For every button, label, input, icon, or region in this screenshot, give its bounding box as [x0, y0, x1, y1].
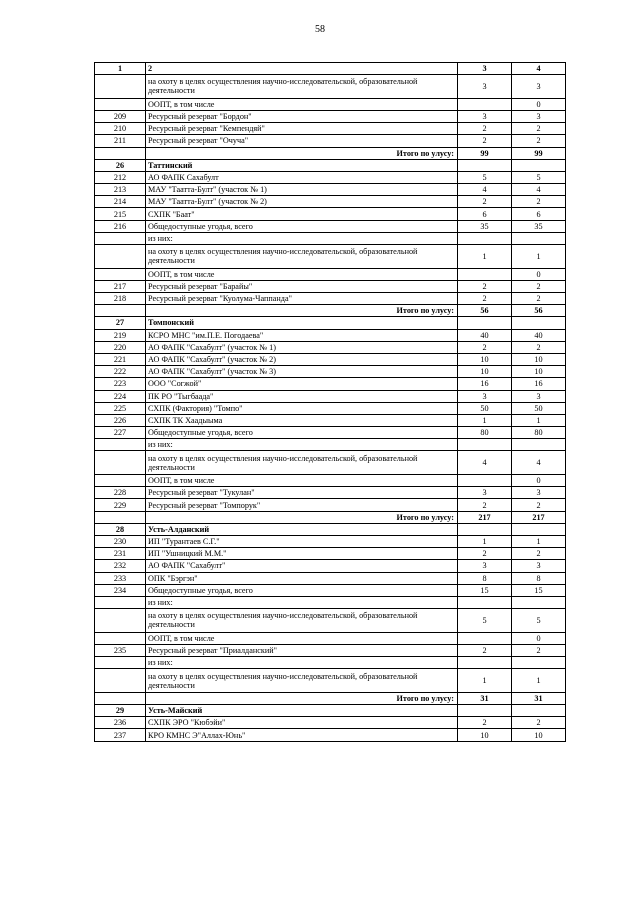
cell-c1: 228: [95, 487, 146, 499]
cell-c2: на охоту в целях осуществления научно-исследовательской, образовательной деятельности: [146, 669, 458, 693]
cell-c3: 10: [458, 366, 512, 378]
cell-c4: [512, 523, 566, 535]
cell-c1: 28: [95, 523, 146, 535]
cell-c3: [458, 98, 512, 110]
cell-c2: на охоту в целях осуществления научно-исследовательской, образовательной деятельности: [146, 609, 458, 633]
cell-c3: 35: [458, 220, 512, 232]
cell-c3: 80: [458, 427, 512, 439]
cell-c4: 56: [512, 305, 566, 317]
table-row: [95, 402, 566, 414]
cell-c2: ИП "Турантаев С.Г.": [146, 535, 458, 547]
cell-c2: АО ФАПК "Сахабулт" (участок № 2): [146, 353, 458, 365]
cell-c2: КСРО МНС "им.П.Е. Погодаева": [146, 329, 458, 341]
cell-c3: 4: [458, 451, 512, 475]
cell-c4: [512, 439, 566, 451]
cell-c1: 227: [95, 427, 146, 439]
table-row: [95, 584, 566, 596]
cell-c3: 6: [458, 208, 512, 220]
cell-c4: 3: [512, 487, 566, 499]
table-row: [95, 560, 566, 572]
cell-c3: [458, 268, 512, 280]
cell-c3: 1: [458, 535, 512, 547]
cell-c4: 2: [512, 123, 566, 135]
cell-c4: 0: [512, 632, 566, 644]
cell-c1: [95, 596, 146, 608]
cell-c3: 2: [458, 717, 512, 729]
cell-c1: 211: [95, 135, 146, 147]
cell-c1: 26: [95, 159, 146, 171]
table-row: [95, 657, 566, 669]
total-row: [95, 305, 566, 317]
cell-c4: [512, 657, 566, 669]
cell-c4: 1: [512, 535, 566, 547]
cell-c1: [95, 147, 146, 159]
cell-c3: 3: [458, 75, 512, 99]
cell-c3: 16: [458, 378, 512, 390]
cell-c3: 50: [458, 402, 512, 414]
table-row: [95, 98, 566, 110]
cell-c3: 5: [458, 171, 512, 183]
cell-c2: АО ФАПК "Сахабулт" (участок № 1): [146, 341, 458, 353]
cell-c2: КРО КМНС Э"Аллах-Юнь": [146, 729, 458, 741]
table-row: [95, 596, 566, 608]
cell-c4: 2: [512, 717, 566, 729]
table-row: [95, 366, 566, 378]
cell-c4: 2: [512, 196, 566, 208]
table-row: [95, 293, 566, 305]
table-row: [95, 329, 566, 341]
cell-c4: 2: [512, 644, 566, 656]
table-row: [95, 184, 566, 196]
cell-c1: [95, 439, 146, 451]
cell-c3: 2: [458, 341, 512, 353]
cell-c4: 10: [512, 729, 566, 741]
cell-c2: Томпонский: [146, 317, 458, 329]
cell-c4: 217: [512, 511, 566, 523]
cell-c4: [512, 596, 566, 608]
cell-c1: [95, 75, 146, 99]
cell-c2: МАУ "Таатта-Булт" (участок № 1): [146, 184, 458, 196]
cell-c1: 234: [95, 584, 146, 596]
cell-c4: 2: [512, 135, 566, 147]
total-row: [95, 511, 566, 523]
cell-c2: Ресурсный резерват "Томпорук": [146, 499, 458, 511]
cell-c3: [458, 475, 512, 487]
cell-c4: 5: [512, 609, 566, 633]
cell-c2: Ресурсный резерват "Приалданский": [146, 644, 458, 656]
cell-c3: 8: [458, 572, 512, 584]
cell-c3: 2: [458, 548, 512, 560]
cell-c3: 2: [458, 123, 512, 135]
cell-c3: [458, 439, 512, 451]
cell-c3: 31: [458, 692, 512, 704]
cell-c4: 4: [512, 451, 566, 475]
cell-c1: 224: [95, 390, 146, 402]
cell-c1: [95, 305, 146, 317]
cell-c4: [512, 317, 566, 329]
total-row: [95, 692, 566, 704]
cell-c4: 2: [512, 341, 566, 353]
ulus-heading-row: [95, 705, 566, 717]
cell-c3: 2: [458, 280, 512, 292]
cell-c4: 3: [512, 560, 566, 572]
cell-c2: ПК РО "Тыгбаада": [146, 390, 458, 402]
cell-c3: 217: [458, 511, 512, 523]
cell-c4: [512, 159, 566, 171]
table-row: [95, 729, 566, 741]
cell-c1: [95, 657, 146, 669]
cell-c1: 215: [95, 208, 146, 220]
cell-c1: 232: [95, 560, 146, 572]
table-row: [95, 75, 566, 99]
cell-c4: 1: [512, 669, 566, 693]
cell-c2: ООПТ, в том числе: [146, 632, 458, 644]
cell-c2: СХПК "Баат": [146, 208, 458, 220]
table-row: [95, 717, 566, 729]
cell-c4: 4: [512, 184, 566, 196]
cell-c3: 99: [458, 147, 512, 159]
table-row: [95, 427, 566, 439]
cell-c1: 213: [95, 184, 146, 196]
cell-c1: 220: [95, 341, 146, 353]
cell-c2: Усть-Алданский: [146, 523, 458, 535]
header-col-3: 3: [458, 63, 512, 75]
cell-c2: Ресурсный резерват "Барайы": [146, 280, 458, 292]
table-row: [95, 232, 566, 244]
table-row: [95, 414, 566, 426]
cell-c4: 3: [512, 75, 566, 99]
cell-c4: 16: [512, 378, 566, 390]
cell-c3: 3: [458, 487, 512, 499]
cell-c2: из них:: [146, 439, 458, 451]
cell-c4: 0: [512, 475, 566, 487]
cell-c3: 40: [458, 329, 512, 341]
table-row: [95, 135, 566, 147]
cell-c1: [95, 245, 146, 269]
cell-c4: 31: [512, 692, 566, 704]
cell-c1: [95, 451, 146, 475]
table-row: [95, 341, 566, 353]
cell-c2: АО ФАПК Сахабулт: [146, 171, 458, 183]
cell-c2: Итого по улусу:: [146, 692, 458, 704]
table-row: [95, 171, 566, 183]
table-row: [95, 196, 566, 208]
cell-c2: Ресурсный резерват "Тукулан": [146, 487, 458, 499]
cell-c3: 5: [458, 609, 512, 633]
cell-c1: [95, 609, 146, 633]
cell-c2: СХПК ЭРО "Кюбэйи": [146, 717, 458, 729]
cell-c4: 2: [512, 293, 566, 305]
cell-c4: 6: [512, 208, 566, 220]
table-header-row: [95, 63, 566, 75]
cell-c1: 236: [95, 717, 146, 729]
cell-c1: 223: [95, 378, 146, 390]
cell-c3: 2: [458, 135, 512, 147]
cell-c2: ООО "Согжой": [146, 378, 458, 390]
cell-c1: 216: [95, 220, 146, 232]
cell-c4: 10: [512, 353, 566, 365]
table-row: [95, 669, 566, 693]
table-row: [95, 439, 566, 451]
cell-c1: 233: [95, 572, 146, 584]
header-col-1: 1: [95, 63, 146, 75]
cell-c2: АО ФАПК "Сахабулт": [146, 560, 458, 572]
cell-c2: Общедоступные угодья, всего: [146, 584, 458, 596]
cell-c4: 0: [512, 268, 566, 280]
cell-c1: 231: [95, 548, 146, 560]
table-row: [95, 390, 566, 402]
cell-c4: 40: [512, 329, 566, 341]
cell-c1: 229: [95, 499, 146, 511]
cell-c2: Общедоступные угодья, всего: [146, 427, 458, 439]
table-row: [95, 220, 566, 232]
cell-c4: 1: [512, 414, 566, 426]
cell-c4: 0: [512, 98, 566, 110]
cell-c4: 3: [512, 110, 566, 122]
cell-c1: [95, 232, 146, 244]
cell-c4: 3: [512, 390, 566, 402]
cell-c1: [95, 98, 146, 110]
cell-c2: на охоту в целях осуществления научно-исследовательской, образовательной деятельности: [146, 451, 458, 475]
cell-c1: 217: [95, 280, 146, 292]
cell-c3: 15: [458, 584, 512, 596]
cell-c1: [95, 632, 146, 644]
cell-c2: ИП "Ушницкий М.М.": [146, 548, 458, 560]
cell-c4: [512, 705, 566, 717]
table-row: [95, 475, 566, 487]
table-row: [95, 487, 566, 499]
cell-c3: [458, 705, 512, 717]
ulus-heading-row: [95, 523, 566, 535]
cell-c1: 226: [95, 414, 146, 426]
cell-c3: 2: [458, 499, 512, 511]
cell-c3: 3: [458, 560, 512, 572]
cell-c1: [95, 692, 146, 704]
cell-c1: 237: [95, 729, 146, 741]
page-number: 58: [315, 24, 325, 35]
cell-c1: 29: [95, 705, 146, 717]
cell-c1: 212: [95, 171, 146, 183]
cell-c2: Ресурсный резерват "Бордон": [146, 110, 458, 122]
cell-c1: [95, 511, 146, 523]
table-row: [95, 245, 566, 269]
cell-c3: [458, 159, 512, 171]
table-row: [95, 353, 566, 365]
cell-c2: Итого по улусу:: [146, 511, 458, 523]
cell-c1: 225: [95, 402, 146, 414]
cell-c4: [512, 232, 566, 244]
cell-c1: [95, 268, 146, 280]
cell-c3: 10: [458, 729, 512, 741]
cell-c3: 10: [458, 353, 512, 365]
cell-c2: Общедоступные угодья, всего: [146, 220, 458, 232]
cell-c3: 56: [458, 305, 512, 317]
cell-c3: 1: [458, 414, 512, 426]
table-row: [95, 609, 566, 633]
table-row: [95, 280, 566, 292]
table-row: [95, 548, 566, 560]
cell-c2: на охоту в целях осуществления научно-исследовательской, образовательной деятельности: [146, 245, 458, 269]
cell-c3: 2: [458, 196, 512, 208]
cell-c3: [458, 317, 512, 329]
cell-c2: Таттинский: [146, 159, 458, 171]
cell-c1: 219: [95, 329, 146, 341]
cell-c3: [458, 657, 512, 669]
cell-c3: 2: [458, 293, 512, 305]
cell-c3: [458, 523, 512, 535]
cell-c2: из них:: [146, 657, 458, 669]
total-row: [95, 147, 566, 159]
cell-c2: Ресурсный резерват "Кемпендяй": [146, 123, 458, 135]
cell-c4: 10: [512, 366, 566, 378]
cell-c2: СХПК (Фактория) "Томпо": [146, 402, 458, 414]
cell-c4: 80: [512, 427, 566, 439]
cell-c3: 1: [458, 669, 512, 693]
cell-c3: 2: [458, 644, 512, 656]
cell-c2: СХПК ТК Хаадыыма: [146, 414, 458, 426]
cell-c3: 3: [458, 110, 512, 122]
cell-c1: 210: [95, 123, 146, 135]
cell-c2: ООПТ, в том числе: [146, 268, 458, 280]
table-row: [95, 499, 566, 511]
cell-c3: 3: [458, 390, 512, 402]
cell-c1: 221: [95, 353, 146, 365]
cell-c2: Усть-Майский: [146, 705, 458, 717]
table-row: [95, 378, 566, 390]
table-row: [95, 268, 566, 280]
table-row: [95, 123, 566, 135]
cell-c2: на охоту в целях осуществления научно-исследовательской, образовательной деятельности: [146, 75, 458, 99]
cell-c2: из них:: [146, 232, 458, 244]
header-col-2: 2: [146, 63, 458, 75]
table-row: [95, 632, 566, 644]
cell-c2: АО ФАПК "Сахабулт" (участок № 3): [146, 366, 458, 378]
table-row: [95, 208, 566, 220]
cell-c4: 2: [512, 548, 566, 560]
table-row: [95, 451, 566, 475]
table-row: [95, 572, 566, 584]
cell-c2: из них:: [146, 596, 458, 608]
cell-c3: [458, 232, 512, 244]
cell-c2: Итого по улусу:: [146, 147, 458, 159]
hunting-grounds-table: [94, 62, 566, 742]
cell-c4: 15: [512, 584, 566, 596]
cell-c4: 50: [512, 402, 566, 414]
cell-c3: [458, 596, 512, 608]
cell-c1: [95, 475, 146, 487]
cell-c1: 209: [95, 110, 146, 122]
cell-c4: 1: [512, 245, 566, 269]
ulus-heading-row: [95, 159, 566, 171]
cell-c1: 230: [95, 535, 146, 547]
cell-c3: 1: [458, 245, 512, 269]
ulus-heading-row: [95, 317, 566, 329]
cell-c1: 214: [95, 196, 146, 208]
cell-c2: ОПК "Бэргэн": [146, 572, 458, 584]
cell-c3: 4: [458, 184, 512, 196]
cell-c4: 5: [512, 171, 566, 183]
cell-c4: 8: [512, 572, 566, 584]
cell-c1: 27: [95, 317, 146, 329]
table-row: [95, 644, 566, 656]
cell-c4: 35: [512, 220, 566, 232]
table-row: [95, 110, 566, 122]
cell-c3: [458, 632, 512, 644]
cell-c2: ООПТ, в том числе: [146, 475, 458, 487]
cell-c4: 2: [512, 280, 566, 292]
cell-c2: Ресурсный резерват "Очуча": [146, 135, 458, 147]
cell-c2: МАУ "Таатта-Булт" (участок № 2): [146, 196, 458, 208]
cell-c4: 2: [512, 499, 566, 511]
cell-c1: [95, 669, 146, 693]
cell-c2: Ресурсный резерват "Куолума-Чаппанда": [146, 293, 458, 305]
cell-c2: ООПТ, в том числе: [146, 98, 458, 110]
cell-c1: 218: [95, 293, 146, 305]
table-row: [95, 535, 566, 547]
cell-c4: 99: [512, 147, 566, 159]
cell-c1: 222: [95, 366, 146, 378]
header-col-4: 4: [512, 63, 566, 75]
cell-c2: Итого по улусу:: [146, 305, 458, 317]
cell-c1: 235: [95, 644, 146, 656]
